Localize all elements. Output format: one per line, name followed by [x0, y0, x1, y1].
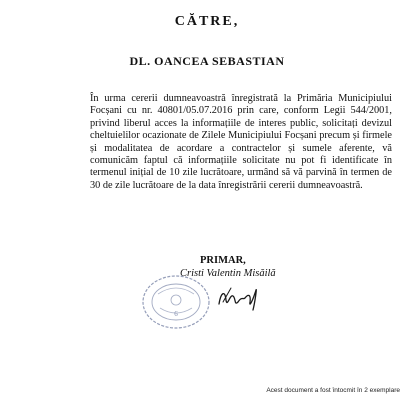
- letter-body-paragraph: În urma cererii dumneavoastră înregistrată la Primăria Municipiului Focșani cu nr. 40801/05.07.2016 prin care, conform Legii 544/2001, privind liberul acces la informațiile de interes public, solicitați devizul cheltuielilor ocazionate de Zilele Municipiului Focșani precum și firmele și modalitatea de acordare a contractelor și sumele aferente, vă comunicăm faptul că informațiile solicitate nu pot fi identificate în termenul inițial de 10 zile lucrătoare, urmând să vă parvină în termen de 30 de zile lucrătoare de la data înregistrării cererii dumneavoastră.: [90, 93, 392, 191]
- letter-body: [90, 93, 392, 192]
- official-stamp: [140, 272, 212, 330]
- handwritten-signature: [215, 282, 265, 312]
- recipient-heading: DL. OANCEA SEBASTIAN: [129, 54, 285, 68]
- signatory-title: PRIMAR,: [200, 255, 246, 266]
- footer-note: Acest document a fost întocmit în 2 exemplare: [266, 387, 400, 394]
- stamp-number: 6: [174, 310, 178, 318]
- signatory-name: Cristi Valentin Misăilă: [180, 268, 276, 279]
- salutation-heading: CĂTRE,: [174, 14, 240, 29]
